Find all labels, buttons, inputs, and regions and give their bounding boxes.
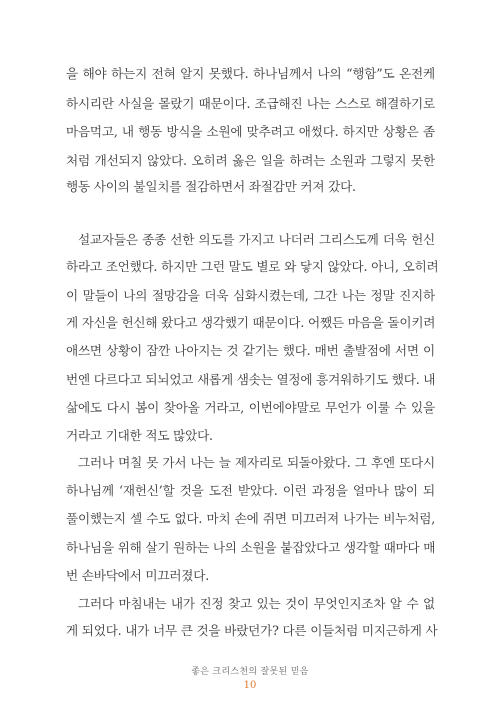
- body-line: 게 되었다. 내가 너무 큰 것을 바랐던가? 다른 이들처럼 미지근하게 사: [66, 623, 438, 638]
- body-line: 처럼 개선되지 않았다. 오히려 옳은 일을 하려는 소원과 그렇지 못한: [66, 153, 435, 168]
- body-line: 게 자신을 헌신해 왔다고 생각했기 때문이다. 어쨌든 마음을 돌이키려: [66, 315, 436, 330]
- body-line: 거라고 기대한 적도 많았다.: [66, 428, 213, 443]
- body-line: 번 손바닥에서 미끄러졌다.: [66, 568, 210, 583]
- paragraph-first-line: 설교자들은 종종 선한 의도를 가지고 나더러 그리스도께 더욱 헌신: [78, 232, 435, 247]
- body-line: 삶에도 다시 봄이 찾아올 거라고, 이번에야말로 무언가 이룰 수 있을: [66, 400, 435, 415]
- paragraph-first-line: 그러나 며칠 못 가서 나는 늘 제자리로 되돌아왔다. 그 후엔 또다시: [78, 455, 435, 470]
- body-line: 풀이했는지 셀 수도 없다. 마치 손에 쥐면 미끄러져 나가는 비누처럼,: [66, 511, 435, 526]
- body-line: 을 해야 하는지 전혀 알지 못했다. 하나님께서 나의 “행함”도 온전케: [66, 66, 435, 81]
- body-line: 하나님을 위해 살기 원하는 나의 소원을 붙잡았다고 생각할 때마다 매: [66, 540, 436, 555]
- body-line: 행동 사이의 불일치를 절감하면서 좌절감만 커져 갔다.: [66, 179, 356, 194]
- body-line: 이 말들이 나의 절망감을 더욱 심화시켰는데, 그간 나는 정말 진지하: [66, 288, 435, 303]
- body-line: 하나님께 ‘재헌신’할 것을 도전 받았다. 이런 과정을 얼마나 많이 되: [66, 483, 435, 498]
- body-line: 번엔 다르다고 되뇌었고 새롭게 샘솟는 열정에 흥겨워하기도 했다. 내: [66, 372, 436, 387]
- running-footer-book-title: 좋은 크리스천의 잘못된 믿음: [191, 667, 309, 677]
- body-line: 하라고 조언했다. 하지만 그런 말도 별로 와 닿지 않았다. 아니, 오히려: [66, 259, 439, 274]
- paragraph-first-line: 그러다 마침내는 내가 진정 찾고 있는 것이 무엇인지조차 알 수 없: [78, 596, 435, 611]
- body-line: 하시리란 사실을 몰랐기 때문이다. 조급해진 나는 스스로 해결하기로: [66, 96, 435, 111]
- page-number: 10: [243, 680, 257, 691]
- body-line: 마음먹고, 내 행동 방식을 소원에 맞추려고 애썼다. 하지만 상황은 좀: [66, 124, 435, 139]
- body-line: 애쓰면 상황이 잠깐 나아지는 것 같기는 했다. 매번 출발점에 서면 이: [66, 343, 435, 358]
